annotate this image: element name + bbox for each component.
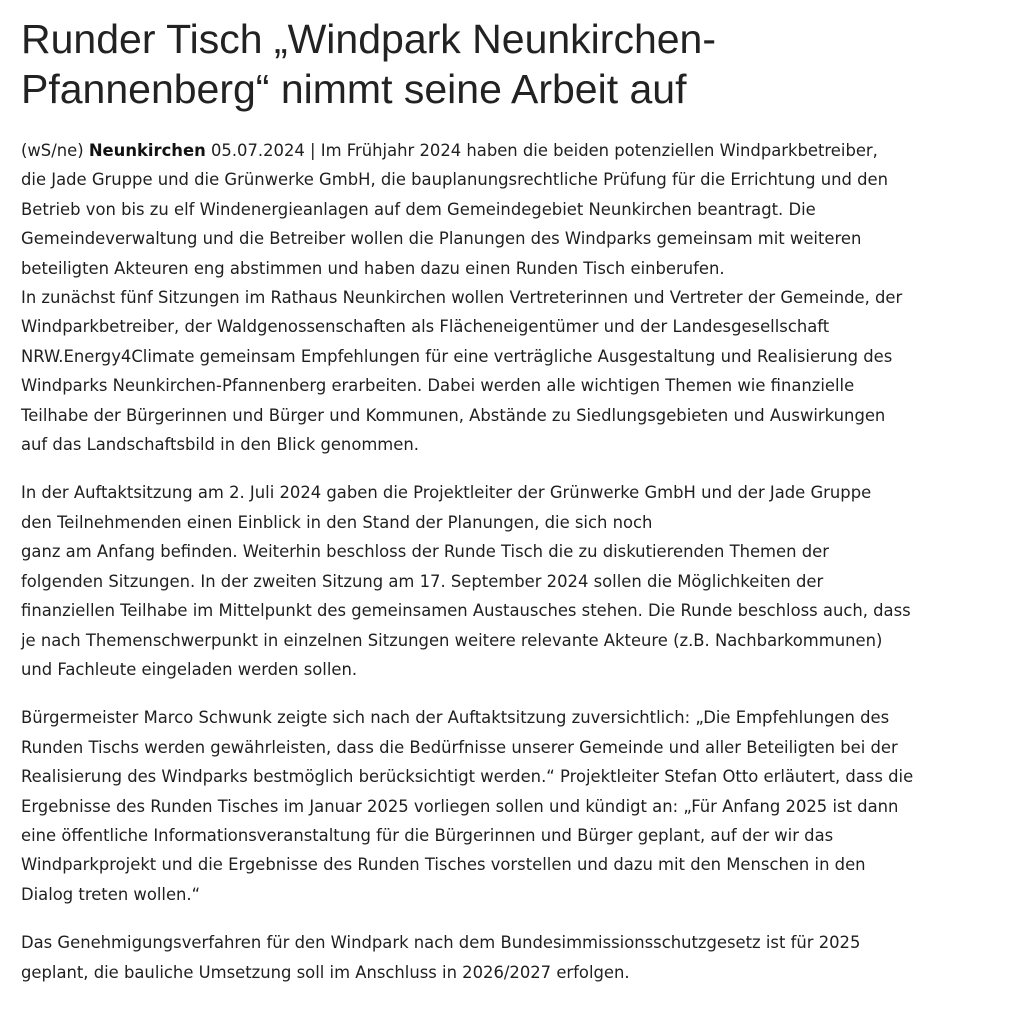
text-line: und Fachleute eingeladen werden sollen. xyxy=(21,659,358,679)
text-line: finanziellen Teilhabe im Mittelpunkt des gemeinsamen Austausches stehen. Die Runde beschloss auch, dass xyxy=(21,601,911,621)
source-prefix: (wS/ne) xyxy=(21,141,89,160)
text-line-first xyxy=(21,136,1002,165)
text-line: Windparks Neunkirchen-Pfannenberg erarbeiten. Dabei werden alle wichtigen Themen wie finanzielle xyxy=(21,376,855,396)
text-line: geplant, die bauliche Umsetzung soll im Anschluss in 2026/2027 erfolgen. xyxy=(21,962,630,982)
text-line: Bürgermeister Marco Schwunk zeigte sich nach der Auftaktsitzung zuversichtlich: „Die Empfehlungen des xyxy=(21,708,890,728)
text-line: Teilhabe der Bürgerinnen und Bürger und Kommunen, Abstände zu Siedlungsgebieten und Auswirkungen xyxy=(21,405,886,425)
text-line: Ergebnisse des Runden Tisches im Januar 2025 vorliegen sollen und kündigt an: „Für Anfang 2025 ist dann xyxy=(21,796,899,816)
text-line: Windparkprojekt und die Ergebnisse des Runden Tisches vorstellen und dazu mit den Menschen in den xyxy=(21,855,866,875)
text-line: folgenden Sitzungen. In der zweiten Sitzung am 17. September 2024 sollen die Möglichkeiten der xyxy=(21,571,824,591)
headline-line: Pfannenberg“ nimmt seine Arbeit auf xyxy=(21,66,687,112)
text-line: eine öffentliche Informationsveranstaltung für die Bürgerinnen und Bürger geplant, auf der wir das xyxy=(21,825,834,845)
text-line: ganz am Anfang befinden. Weiterhin beschloss der Runde Tisch die zu diskutierenden Themen der xyxy=(21,542,829,562)
text-line: NRW.Energy4Climate gemeinsam Empfehlungen für eine verträgliche Ausgestaltung und Realisierung des xyxy=(21,346,893,366)
text-line-rest: 05.07.2024 | Im Frühjahr 2024 haben die beiden potenziellen Windparkbetreiber, xyxy=(205,141,878,160)
paragraph-kickoff xyxy=(21,478,1002,684)
article-body xyxy=(21,136,1002,987)
paragraph-intro xyxy=(21,136,1002,459)
text-line: den Teilnehmenden einen Einblick in den Stand der Planungen, die sich noch xyxy=(21,512,653,532)
text-line: auf das Landschaftsbild in den Blick genommen. xyxy=(21,435,419,455)
headline-line: Runder Tisch „Windpark Neunkirchen- xyxy=(21,16,716,62)
text-line: In zunächst fünf Sitzungen im Rathaus Neunkirchen wollen Vertreterinnen und Vertreter der Gemeinde, der xyxy=(21,288,903,308)
dateline-location: Neunkirchen xyxy=(88,141,206,160)
paragraph-approval xyxy=(21,928,1002,987)
text-line: Betrieb von bis zu elf Windenergieanlagen auf dem Gemeindegebiet Neunkirchen beantragt. Die xyxy=(21,199,816,219)
text-line: beteiligten Akteuren eng abstimmen und haben dazu einen Runden Tisch einberufen. xyxy=(21,258,725,278)
paragraph-quotes xyxy=(21,703,1002,909)
text-line: Windparkbetreiber, der Waldgenossenschaften als Flächeneigentümer und der Landesgesellschaft xyxy=(21,317,830,337)
text-line: Das Genehmigungsverfahren für den Windpark nach dem Bundesimmissionsschutzgesetz ist für 2025 xyxy=(21,933,861,953)
text-line: Gemeindeverwaltung und die Betreiber wollen die Planungen des Windparks gemeinsam mit weiteren xyxy=(21,229,862,249)
article-headline xyxy=(21,14,1002,114)
text-line: Runden Tischs werden gewährleisten, dass die Bedürfnisse unserer Gemeinde und aller Beteiligten bei der xyxy=(21,737,898,757)
text-line: Realisierung des Windparks bestmöglich berücksichtigt werden.“ Projektleiter Stefan Otto erläutert, dass die xyxy=(21,767,914,787)
text-line: die Jade Gruppe und die Grünwerke GmbH, die bauplanungsrechtliche Prüfung für die Errichtung und den xyxy=(21,170,888,190)
text-line: In der Auftaktsitzung am 2. Juli 2024 gaben die Projektleiter der Grünwerke GmbH und der Jade Gruppe xyxy=(21,483,872,503)
text-line: Dialog treten wollen.“ xyxy=(21,884,201,904)
text-line: je nach Themenschwerpunkt in einzelnen Sitzungen weitere relevante Akteure (z.B. Nachbarkommunen) xyxy=(21,630,883,650)
